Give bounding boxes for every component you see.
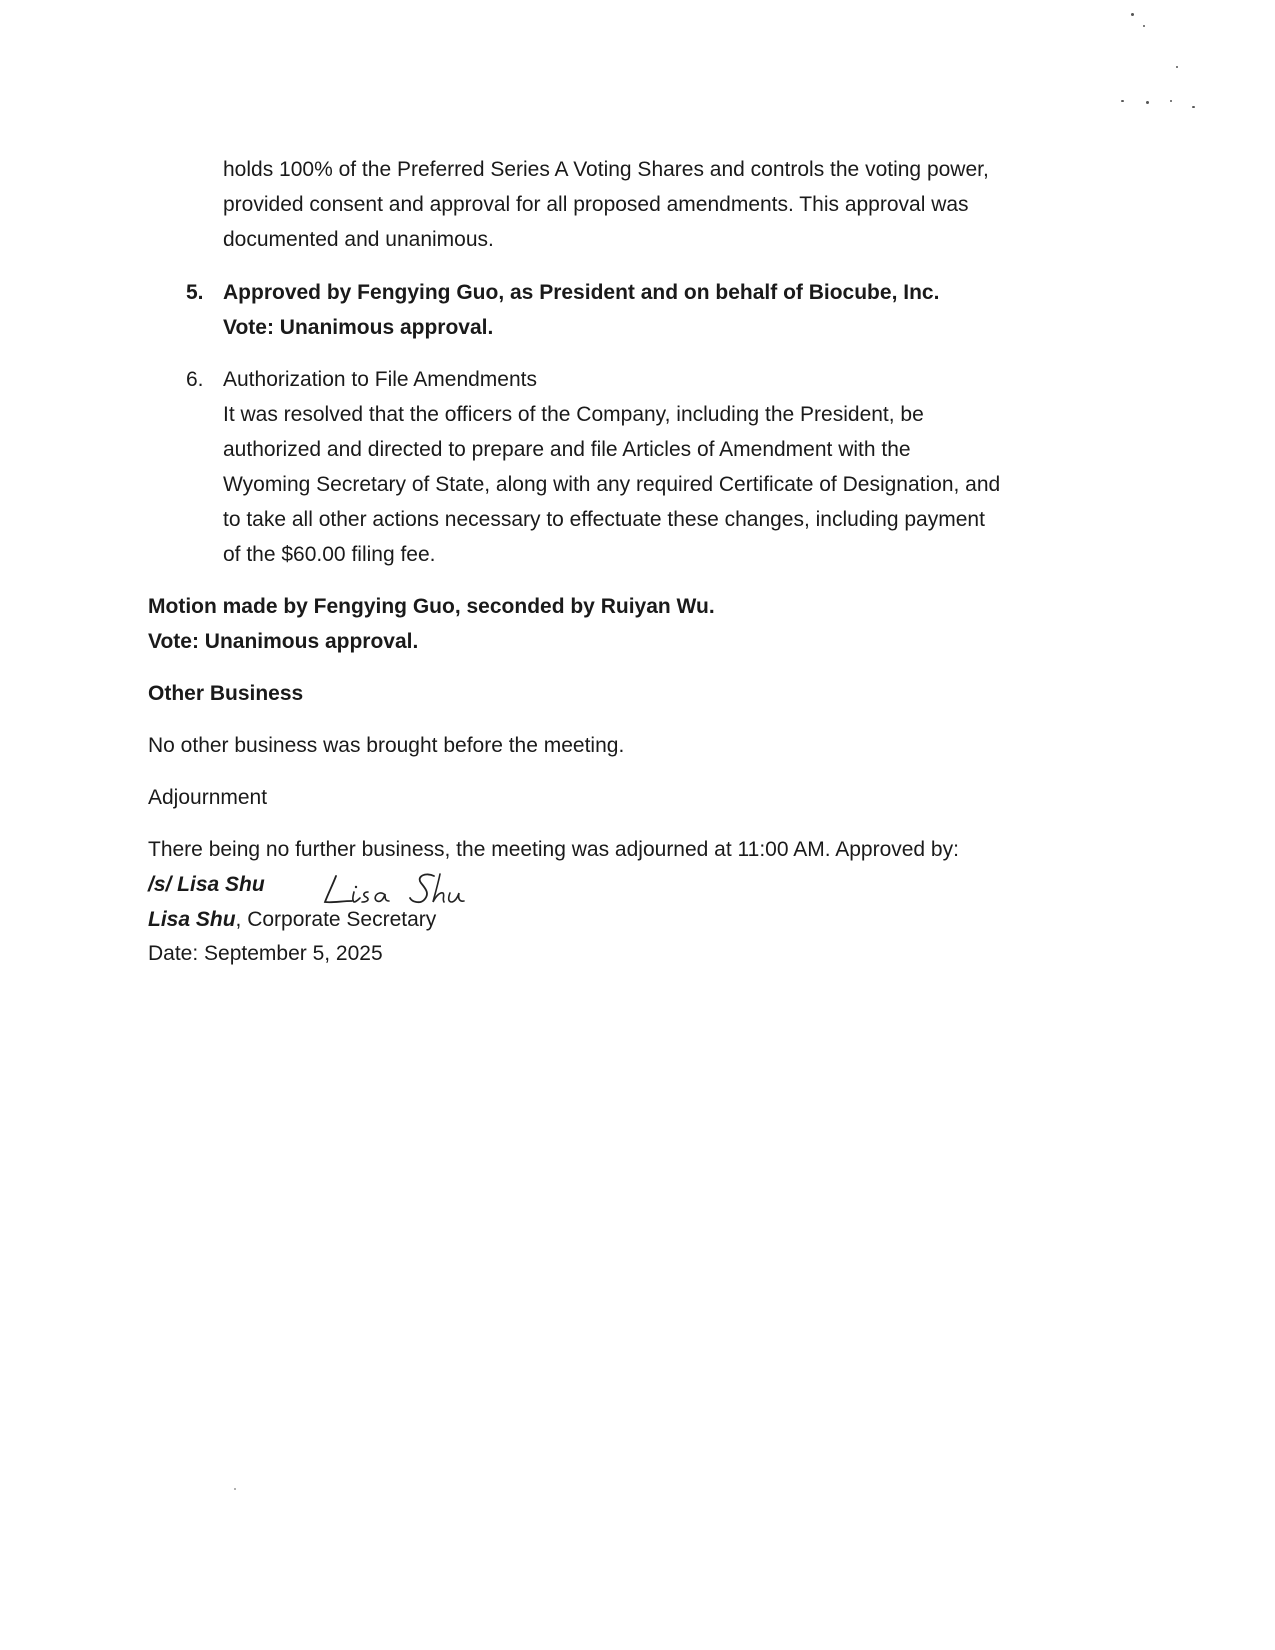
signatory-line	[148, 902, 436, 937]
item5-approval-line: Approved by Fengying Guo, as President and on behalf of Biocube, Inc.	[223, 281, 940, 304]
other-business-heading: Other Business	[148, 682, 304, 705]
item6-body-line: to take all other actions necessary to effectuate these changes, including payment	[223, 508, 985, 531]
scan-speck	[1143, 25, 1145, 27]
adjournment-text: There being no further business, the meeting was adjourned at 11:00 AM. Approved by:	[148, 838, 959, 861]
item6-heading: Authorization to File Amendments	[223, 368, 537, 391]
scan-speck	[1192, 106, 1195, 108]
item6-body-line: of the $60.00 filing fee.	[223, 543, 436, 566]
continuation-line: documented and unanimous.	[223, 228, 494, 251]
other-business-text: No other business was brought before the meeting.	[148, 734, 625, 757]
scan-speck	[1146, 101, 1149, 104]
scan-speck	[1176, 66, 1178, 68]
signatory-name: Lisa Shu	[148, 908, 236, 931]
item6-body-line: Wyoming Secretary of State, along with any required Certificate of Designation, and	[223, 473, 1001, 496]
slash-signature: /s/ Lisa Shu	[148, 873, 265, 896]
item6-body-line: authorized and directed to prepare and file Articles of Amendment with the	[223, 438, 911, 461]
continuation-line: provided consent and approval for all proposed amendments. This approval was	[223, 193, 969, 216]
scan-speck	[234, 1488, 236, 1490]
list-number-6: 6.	[186, 368, 204, 391]
motion-vote-line: Vote: Unanimous approval.	[148, 630, 419, 653]
item6-body-line: It was resolved that the officers of the Company, including the President, be	[223, 403, 924, 426]
scan-speck	[1131, 13, 1134, 16]
item5-vote-line: Vote: Unanimous approval.	[223, 316, 494, 339]
continuation-line: holds 100% of the Preferred Series A Voting Shares and controls the voting power,	[223, 158, 989, 181]
signature-date: Date: September 5, 2025	[148, 942, 383, 965]
scan-speck	[1121, 100, 1124, 102]
signatory-title: , Corporate Secretary	[235, 908, 437, 931]
scan-speck	[1170, 100, 1172, 102]
list-number-5: 5.	[186, 281, 204, 304]
motion-line: Motion made by Fengying Guo, seconded by Ruiyan Wu.	[148, 595, 715, 618]
adjournment-heading: Adjournment	[148, 786, 268, 809]
